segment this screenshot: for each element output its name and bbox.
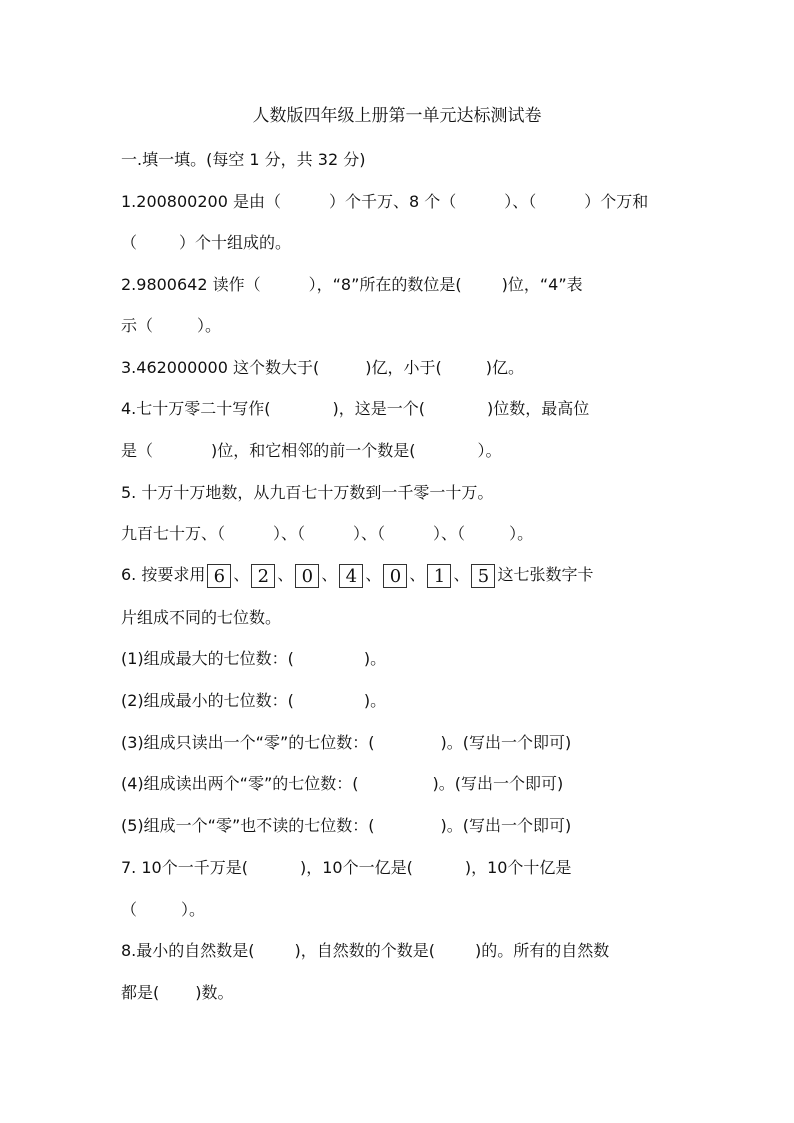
q6-text: 6. 按要求用 <box>121 565 206 584</box>
q1-text: （ <box>121 233 138 252</box>
digit-card: 4 <box>339 564 363 588</box>
question-1-line-2 <box>121 231 681 255</box>
q1-text: 1.200800200 是由（ <box>121 192 281 211</box>
question-4-line-2 <box>121 439 681 463</box>
q6-text: (3)组成只读出一个“零”的七位数：( <box>121 733 375 752</box>
q7-text: ）。 <box>181 900 206 919</box>
q8-text: 8.最小的自然数是( <box>121 941 255 960</box>
q2-text: )位，“4”表 <box>501 275 583 294</box>
question-6-line-2 <box>121 606 681 630</box>
digit-card: 1 <box>427 564 451 588</box>
q4-text: 4.七十万零二十写作( <box>121 399 271 418</box>
question-6-line-1 <box>121 563 681 588</box>
question-2-line-2 <box>121 314 681 338</box>
q4-text: 是（ <box>121 441 154 460</box>
question-5-line-1 <box>121 481 681 505</box>
q5-text: ）、（ <box>433 524 466 543</box>
digit-card: 0 <box>383 564 407 588</box>
q5-text: 5. 十万十万地数，从九百七十万数到一千零一十万。 <box>121 483 494 502</box>
q6-text: (5)组成一个“零”也不读的七位数：( <box>121 816 375 835</box>
q8-text: )，自然数的个数是( <box>294 941 436 960</box>
q6-text: (2)组成最小的七位数：( <box>121 691 294 710</box>
question-6-sub-3 <box>121 731 681 755</box>
digit-card: 6 <box>207 564 231 588</box>
separator: 、 <box>277 565 294 584</box>
separator: 、 <box>321 565 338 584</box>
q3-text: 3.462000000 这个数大于( <box>121 358 320 377</box>
question-8-line-2 <box>121 981 681 1005</box>
q6-text: (1)组成最大的七位数：( <box>121 649 294 668</box>
q8-text: )的。所有的自然数 <box>475 941 610 960</box>
question-1-line-1 <box>121 190 681 214</box>
q3-text: )亿，小于( <box>365 358 442 377</box>
question-4-line-1 <box>121 397 681 421</box>
q2-text: ），“8”所在的数位是( <box>308 275 462 294</box>
separator: 、 <box>453 565 470 584</box>
q7-text: )，10个十亿是 <box>464 858 572 877</box>
q6-text: )。(写出一个即可) <box>440 733 572 752</box>
q5-text: 九百七十万、（ <box>121 524 226 543</box>
digit-card: 0 <box>295 564 319 588</box>
separator: 、 <box>233 565 250 584</box>
q6-text: )。(写出一个即可) <box>440 816 572 835</box>
q4-text: )位数，最高位 <box>487 399 590 418</box>
digit-card: 5 <box>471 564 495 588</box>
page-title: 人数版四年级上册第一单元达标测试卷 <box>252 106 542 126</box>
q7-text: )，10个一亿是( <box>299 858 413 877</box>
q7-text: （ <box>121 900 138 919</box>
section-heading-text: 一.填一填。(每空 1 分，共 32 分) <box>121 150 366 169</box>
q4-text: )位，和它相邻的前一个数是( <box>211 441 416 460</box>
q2-text: 2.9800642 读作（ <box>121 275 261 294</box>
question-5-line-2 <box>121 522 681 546</box>
q8-text: )数。 <box>195 983 234 1002</box>
question-7-line-1 <box>121 856 681 880</box>
q6-text: )。(写出一个即可) <box>432 774 564 793</box>
question-8-line-1 <box>121 939 681 963</box>
separator: 、 <box>365 565 382 584</box>
question-3 <box>121 356 681 380</box>
question-6-sub-5 <box>121 814 681 838</box>
question-6-sub-2 <box>121 689 681 713</box>
q6-text: 片组成不同的七位数。 <box>121 608 282 627</box>
question-6-sub-4 <box>121 772 681 796</box>
q6-text: 这七张数字卡 <box>497 565 594 584</box>
q7-text: 7. 10个一千万是( <box>121 858 248 877</box>
digit-card: 2 <box>251 564 275 588</box>
q1-text: ）、（ <box>504 192 537 211</box>
q6-text: )。 <box>363 649 387 668</box>
question-6-sub-1 <box>121 647 681 671</box>
q5-text: ）、（ <box>273 524 306 543</box>
question-2-line-1 <box>121 273 681 297</box>
q3-text: )亿。 <box>485 358 524 377</box>
q2-text: ）。 <box>197 316 222 335</box>
q8-text: 都是( <box>121 983 160 1002</box>
question-7-line-2 <box>121 898 681 922</box>
section-heading <box>121 148 681 172</box>
q5-text: ）。 <box>509 524 534 543</box>
q5-text: ）、（ <box>353 524 386 543</box>
separator: 、 <box>409 565 426 584</box>
q6-text: (4)组成读出两个“零”的七位数：( <box>121 774 359 793</box>
q1-text: ）个万和 <box>584 192 649 211</box>
q6-text: )。 <box>363 691 387 710</box>
q2-text: 示（ <box>121 316 154 335</box>
q4-text: ）。 <box>477 441 502 460</box>
q1-text: ）个千万、8 个（ <box>328 192 457 211</box>
q4-text: )，这是一个( <box>332 399 426 418</box>
q1-text: ）个十组成的。 <box>179 233 292 252</box>
